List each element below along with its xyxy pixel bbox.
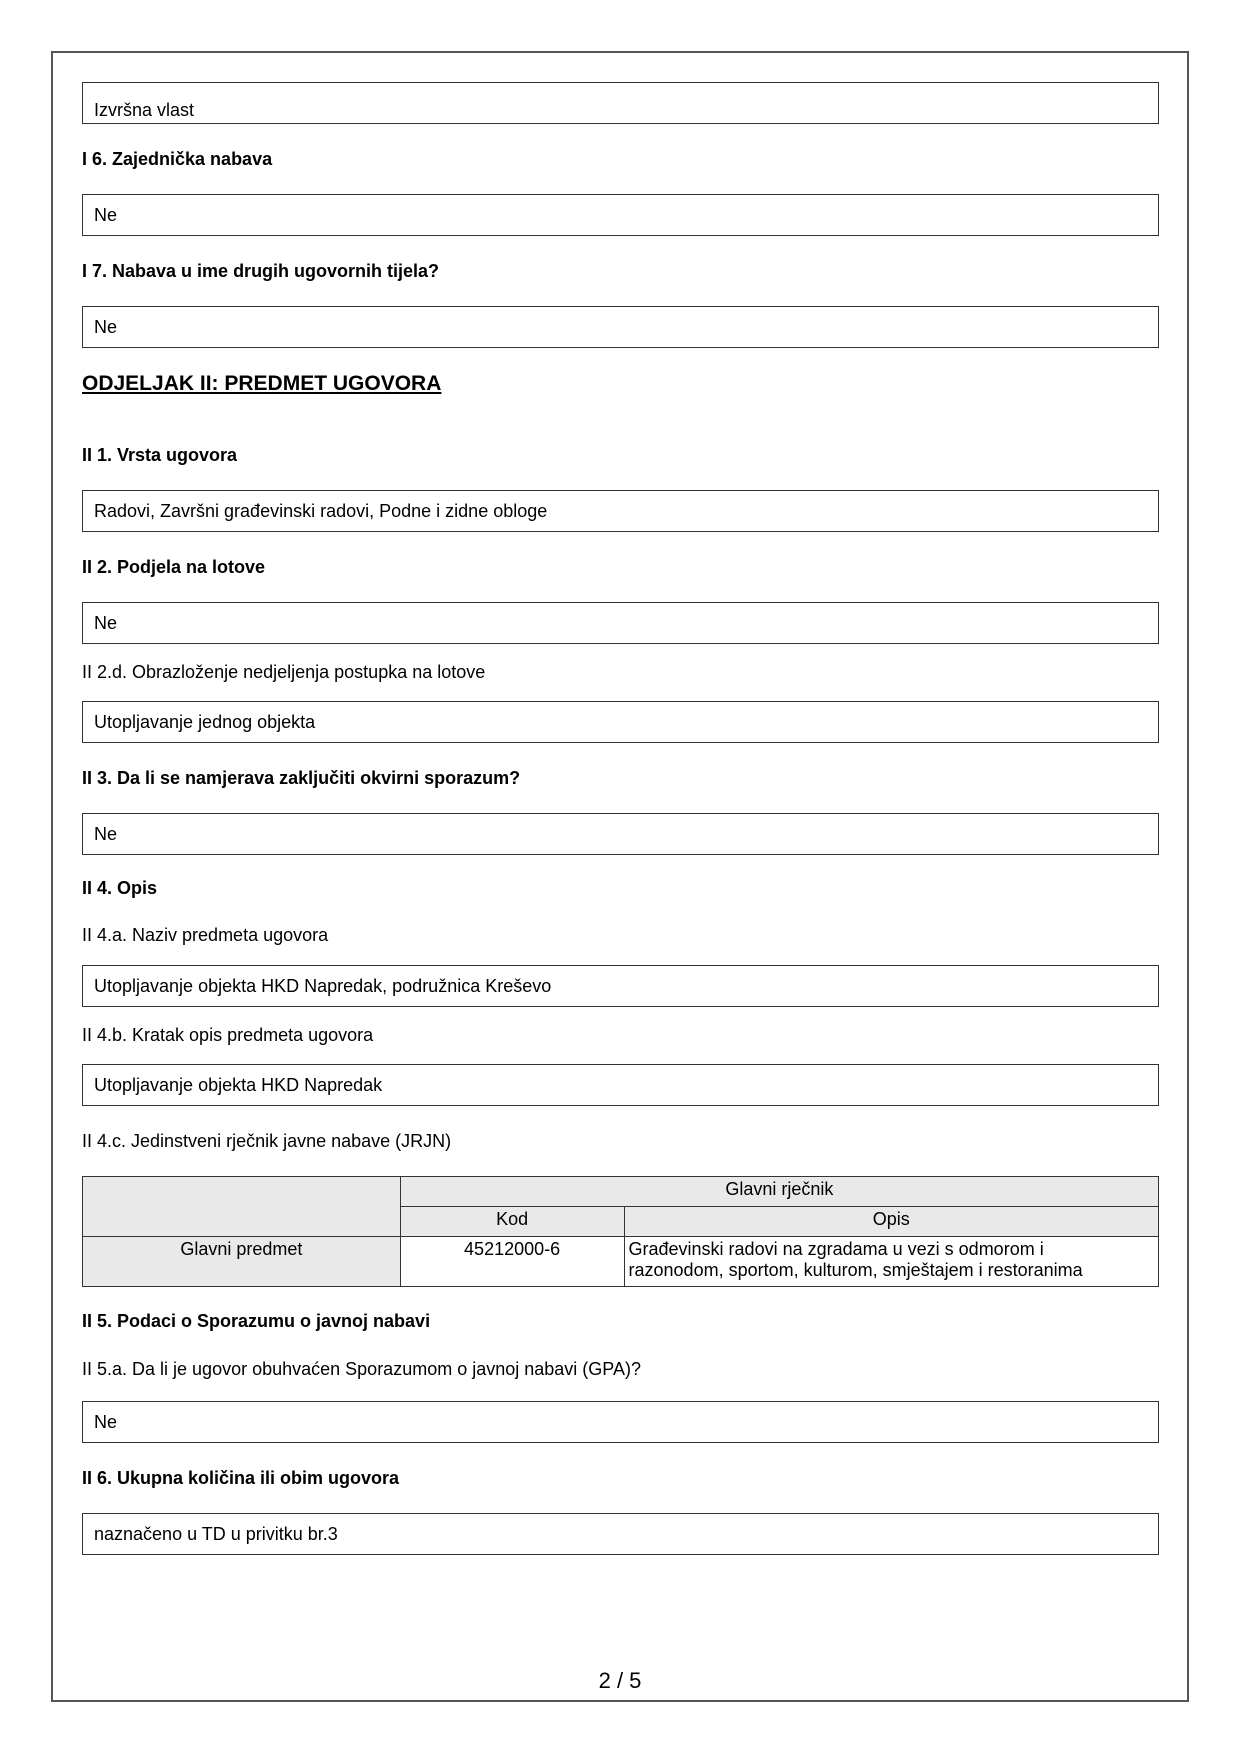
jrjn-row-opis-line1: Građevinski radovi na zgradama u vezi s odmorom i — [628, 1239, 1044, 1259]
jrjn-row-kod: 45212000-6 — [400, 1237, 624, 1287]
page-number: 2 / 5 — [598, 1668, 642, 1693]
ii1-value: Radovi, Završni građevinski radovi, Podne i zidne obloge — [94, 500, 548, 521]
ii5-label: II 5. Podaci o Sporazumu o javnoj nabavi — [82, 1310, 431, 1331]
ii3-value: Ne — [94, 823, 118, 844]
jrjn-corner-cell — [83, 1177, 401, 1237]
i6-label: I 6. Zajednička nabava — [82, 148, 273, 169]
ii3-value-box — [82, 813, 1159, 855]
ii4b-label: II 4.b. Kratak opis predmeta ugovora — [82, 1025, 374, 1045]
ii4-label: II 4. Opis — [82, 877, 158, 898]
ii2d-label: II 2.d. Obrazloženje nedjeljenja postupka na lotove — [82, 662, 486, 682]
jrjn-col-opis: Opis — [624, 1207, 1158, 1237]
section2-heading: ODJELJAK II: PREDMET UGOVORA — [82, 372, 442, 395]
jrjn-row-opis — [624, 1237, 1158, 1287]
ii2-label: II 2. Podjela na lotove — [82, 556, 266, 577]
executive-value-box — [82, 82, 1159, 124]
ii1-value-box — [82, 490, 1159, 532]
i7-value: Ne — [94, 316, 118, 337]
jrjn-row-opis-line2: razonodom, sportom, kulturom, smještajem i restoranima — [628, 1260, 1083, 1280]
ii3-label: II 3. Da li se namjerava zaključiti okvirni sporazum? — [82, 767, 521, 788]
ii6-label: II 6. Ukupna količina ili obim ugovora — [82, 1467, 400, 1488]
ii4a-value: Utopljavanje objekta HKD Napredak, podružnica Kreševo — [94, 975, 552, 996]
jrjn-table — [82, 1176, 1159, 1287]
document-content — [82, 82, 1159, 1555]
ii2-value-box — [82, 602, 1159, 644]
jrjn-col-kod: Kod — [400, 1207, 624, 1237]
i7-value-box — [82, 306, 1159, 348]
ii5a-value: Ne — [94, 1411, 118, 1432]
ii5a-value-box — [82, 1401, 1159, 1443]
ii4b-value-box — [82, 1064, 1159, 1106]
i6-value-box — [82, 194, 1159, 236]
ii6-value-box — [82, 1513, 1159, 1555]
ii5a-label: II 5.a. Da li je ugovor obuhvaćen Sporazumom o javnoj nabavi (GPA)? — [82, 1358, 641, 1379]
ii4a-value-box — [82, 965, 1159, 1007]
ii4c-label: II 4.c. Jedinstveni rječnik javne nabave (JRJN) — [82, 1130, 452, 1151]
ii2d-value: Utopljavanje jednog objekta — [94, 711, 316, 732]
ii4b-value: Utopljavanje objekta HKD Napredak — [94, 1074, 383, 1095]
i7-label: I 7. Nabava u ime drugih ugovornih tijela? — [82, 260, 440, 281]
ii4a-label: II 4.a. Naziv predmeta ugovora — [82, 924, 329, 945]
executive-value: Izvršna vlast — [94, 100, 195, 120]
ii2-value: Ne — [94, 612, 118, 633]
i6-value: Ne — [94, 204, 118, 225]
ii6-value: naznačeno u TD u privitku br.3 — [94, 1523, 338, 1544]
jrjn-header-group: Glavni rječnik — [400, 1177, 1158, 1207]
ii2d-value-box — [82, 701, 1159, 743]
ii1-label: II 1. Vrsta ugovora — [82, 444, 238, 465]
jrjn-row-label: Glavni predmet — [83, 1237, 401, 1287]
